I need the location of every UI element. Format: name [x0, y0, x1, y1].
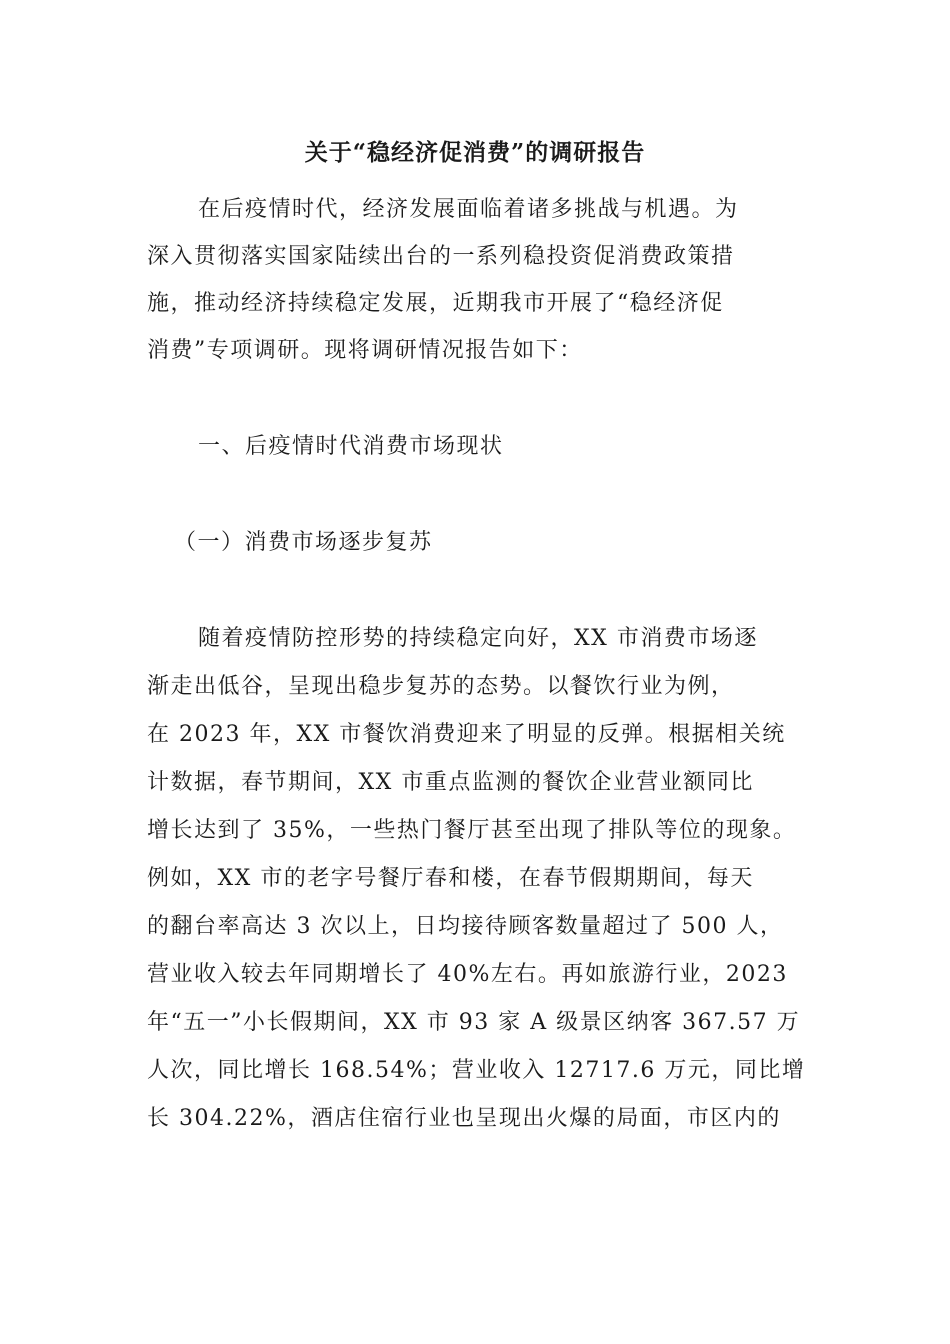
section-heading: 一、后疫情时代消费市场现状: [198, 434, 504, 459]
intro-line: 施，推动经济持续稳定发展，近期我市开展了“稳经济促: [147, 291, 724, 316]
body-line: 年“五一”小长假期间，XX 市 93 家 A 级景区纳客 367.57 万: [147, 1010, 801, 1035]
intro-line: 在后疫情时代，经济发展面临着诸多挑战与机遇。为: [198, 197, 739, 222]
body-line: 在 2023 年，XX 市餐饮消费迎来了明显的反弹。根据相关统: [147, 722, 786, 747]
body-line: 人次，同比增长 168.54%；营业收入 12717.6 万元，同比增: [147, 1058, 806, 1083]
body-line: 计数据，春节期间，XX 市重点监测的餐饮企业营业额同比: [147, 770, 754, 795]
body-line: 营业收入较去年同期增长了 40%左右。再如旅游行业，2023: [147, 962, 788, 987]
body-line: 例如，XX 市的老字号餐厅春和楼，在春节假期期间，每天: [147, 866, 754, 891]
body-line: 的翻台率高达 3 次以上，日均接待顾客数量超过了 500 人，: [147, 914, 784, 939]
body-line: 渐走出低谷，呈现出稳步复苏的态势。以餐饮行业为例，: [147, 674, 735, 699]
body-line: 增长达到了 35%，一些热门餐厅甚至出现了排队等位的现象。: [147, 818, 797, 843]
intro-line: 消费”专项调研。现将调研情况报告如下：: [147, 338, 583, 363]
intro-line: 深入贯彻落实国家陆续出台的一系列稳投资促消费政策措: [147, 244, 735, 269]
body-line: 长 304.22%，酒店住宿行业也呈现出火爆的局面，市区内的: [147, 1106, 781, 1131]
document-title: 关于“稳经济促消费”的调研报告: [304, 139, 646, 166]
body-line: 随着疫情防控形势的持续稳定向好，XX 市消费市场逐: [198, 626, 758, 651]
subsection-heading: （一）消费市场逐步复苏: [174, 530, 433, 555]
